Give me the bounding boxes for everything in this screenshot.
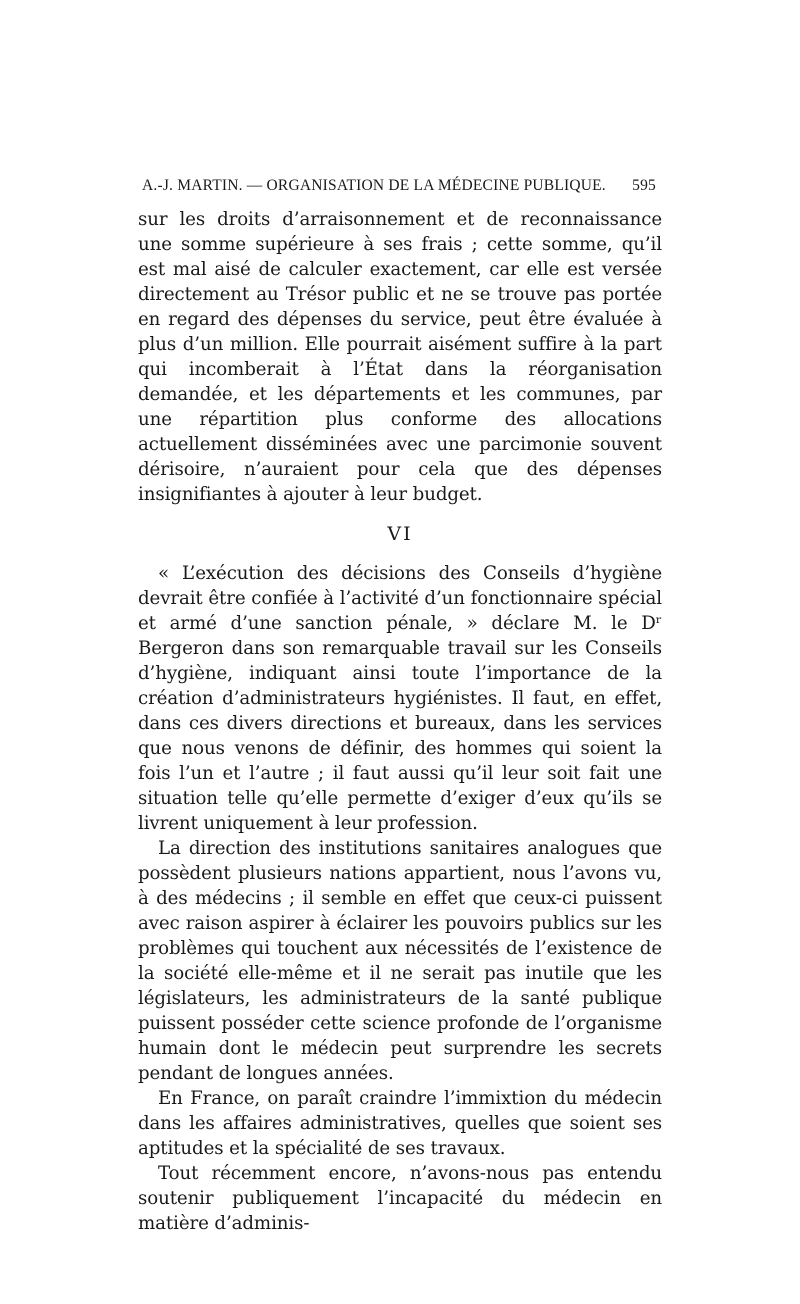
paragraph-continued: sur les droits d’arraisonnement et de reconnaissance une somme supérieure à ses frais ; cette somme, qu’il est mal aisé de calculer exactement, car elle est versée directement au Trésor public et ne se trouve pas portée en regard des dépenses du service, peut être évaluée à plus d’un million. Elle pourrait aisément suffire à la part qui incomberait à l’État dans la réorganisation demandée, et les départements et les communes, par une répartition plus conforme des allocations actuellement disséminées avec une parcimonie souvent dérisoire, n’auraient pour cela que des dépenses insignifiantes à ajouter à leur budget. — [138, 209, 662, 505]
paragraph-quote: « L’exécution des décisions des Conseils d’hygiène devrait être confiée à l’activité d’un fonctionnaire spécial et armé d’une sanction pénale, » déclare M. le Dʳ Bergeron dans son remarquable travail sur les Conseils d’hygiène, indiquant ainsi toute l’importance de la création d’administrateurs hygiénistes. Il faut, en effet, dans ces divers directions et bureaux, dans les services que nous venons de définir, des hommes qui soient la fois l’un et l’autre ; il faut aussi qu’il leur soit fait une situation telle qu’elle permette d’exiger d’eux qu’ils se livrent uniquement à leur profession. — [138, 563, 662, 834]
running-head — [138, 177, 656, 199]
paragraph-recent: Tout récemment encore, n’avons-nous pas entendu soutenir publiquement l’incapacité du médecin en matière d’adminis- — [138, 1163, 662, 1234]
running-head-title: A.-J. MARTIN. — ORGANISATION DE LA MÉDECINE PUBLIQUE. — [142, 177, 606, 194]
page-number: 595 — [632, 177, 656, 194]
section-heading: VI — [387, 523, 413, 545]
paragraph-france: En France, on paraît craindre l’immixtion du médecin dans les affaires administratives, quelles que soient ses aptitudes et la spécialité de ses travaux. — [138, 1088, 662, 1159]
paragraph-direction: La direction des institutions sanitaires analogues que possèdent plusieurs nations appartient, nous l’avons vu, à des médecins ; il semble en effet que ceux-ci puissent avec raison aspirer à éclairer les pouvoirs publics sur les problèmes qui touchent aux nécessités de l’existence de la société elle-même et il ne serait pas inutile que les législateurs, les administrateurs de la santé publique puissent posséder cette science profonde de l’organisme humain dont le médecin peut surprendre les secrets pendant de longues années. — [138, 838, 662, 1084]
body-text — [138, 207, 662, 1236]
